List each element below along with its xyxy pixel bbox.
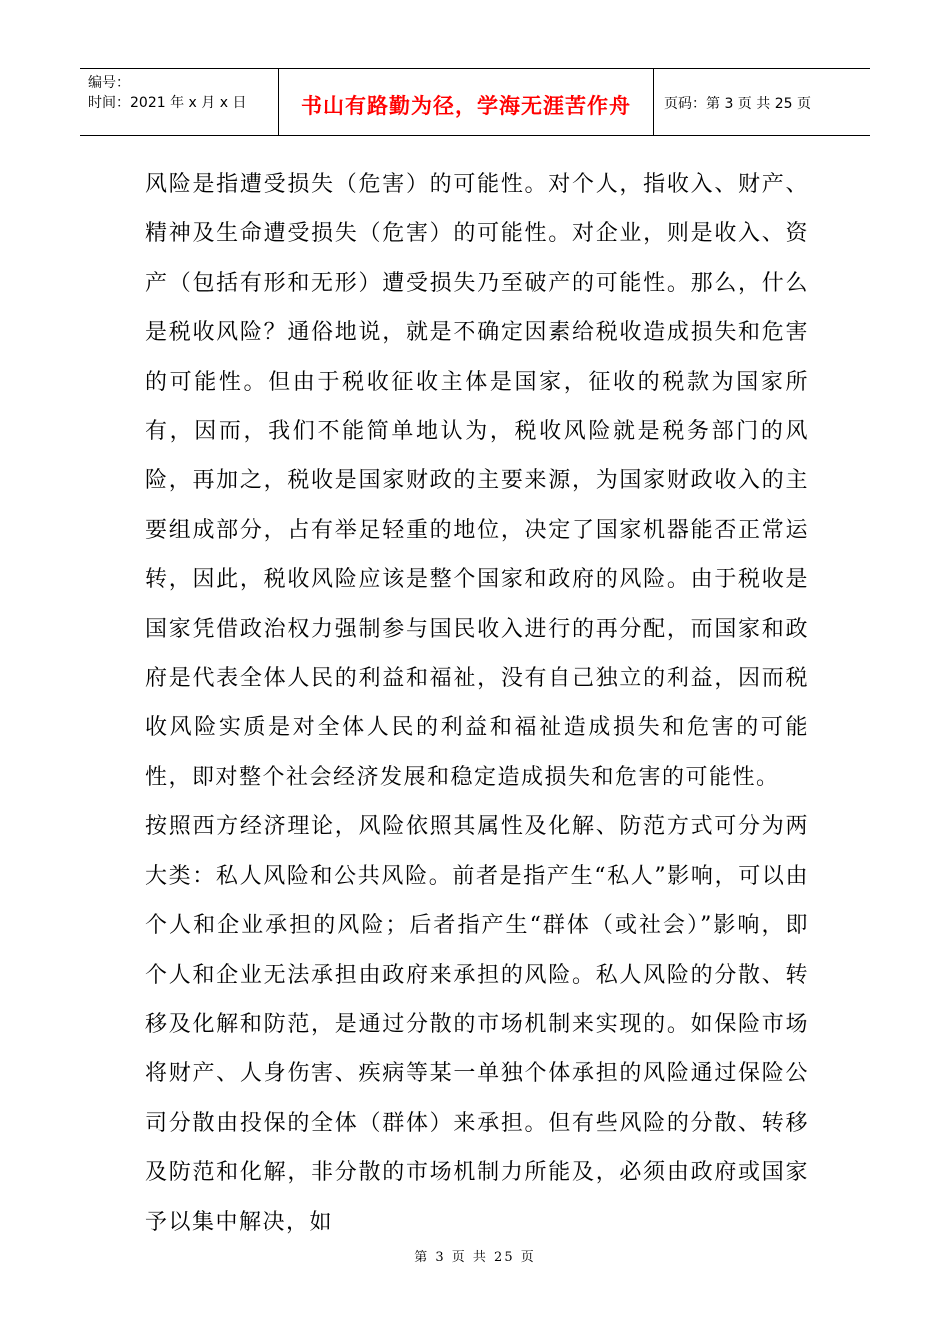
page-header	[80, 68, 870, 136]
body-paragraph-1: 风险是指遭受损失（危害）的可能性。对个人，指收入、财产、精神及生命遭受损失（危害）的可能性。对企业，则是收入、资产（包括有形和无形）遭受损失乃至破产的可能性。那么，什么是税收风险？通俗地说，就是不确定因素给税收造成损失和危害的可能性。但由于税收征收主体是国家，征收的税款为国家所有，因而，我们不能简单地认为，税收风险就是税务部门的风险，再加之，税收是国家财政的主要来源，为国家财政收入的主要组成部分，占有举足轻重的地位，决定了国家机器能否正常运转，因此，税收风险应该是整个国家和政府的风险。由于税收是国家凭借政治权力强制参与国民收入进行的再分配，而国家和政府是代表全体人民的利益和福祉，没有自己独立的利益，因而税收风险实质是对全体人民的利益和福祉造成损失和危害的可能性，即对整个社会经济发展和稳定造成损失和危害的可能性。	[145, 172, 809, 790]
page-footer: 第 3 页 共 25 页	[414, 1250, 536, 1265]
header-motto: 书山有路勤为径，学海无涯苦作舟	[278, 69, 654, 135]
document-body	[145, 160, 809, 1247]
header-page-info: 页码：第 3 页 共 25 页	[664, 96, 811, 112]
document-date: 时间：2021 年 x 月 x 日	[88, 95, 247, 111]
document-number-label: 编号：	[88, 75, 130, 91]
body-paragraph-2: 按照西方经济理论，风险依照其属性及化解、防范方式可分为两大类：私人风险和公共风险。前者是指产生“私人”影响，可以由个人和企业承担的风险；后者指产生“群体（或社会）”影响，即个人和企业无法承担由政府来承担的风险。私人风险的分散、转移及化解和防范，是通过分散的市场机制来实现的。如保险市场将财产、人身伤害、疾病等某一单独个体承担的风险通过保险公司分散由投保的全体（群体）来承担。但有些风险的分散、转移及防范和化解，非分散的市场机制力所能及，必须由政府或国家予以集中解决，如	[145, 814, 809, 1235]
header-meta	[80, 69, 278, 135]
